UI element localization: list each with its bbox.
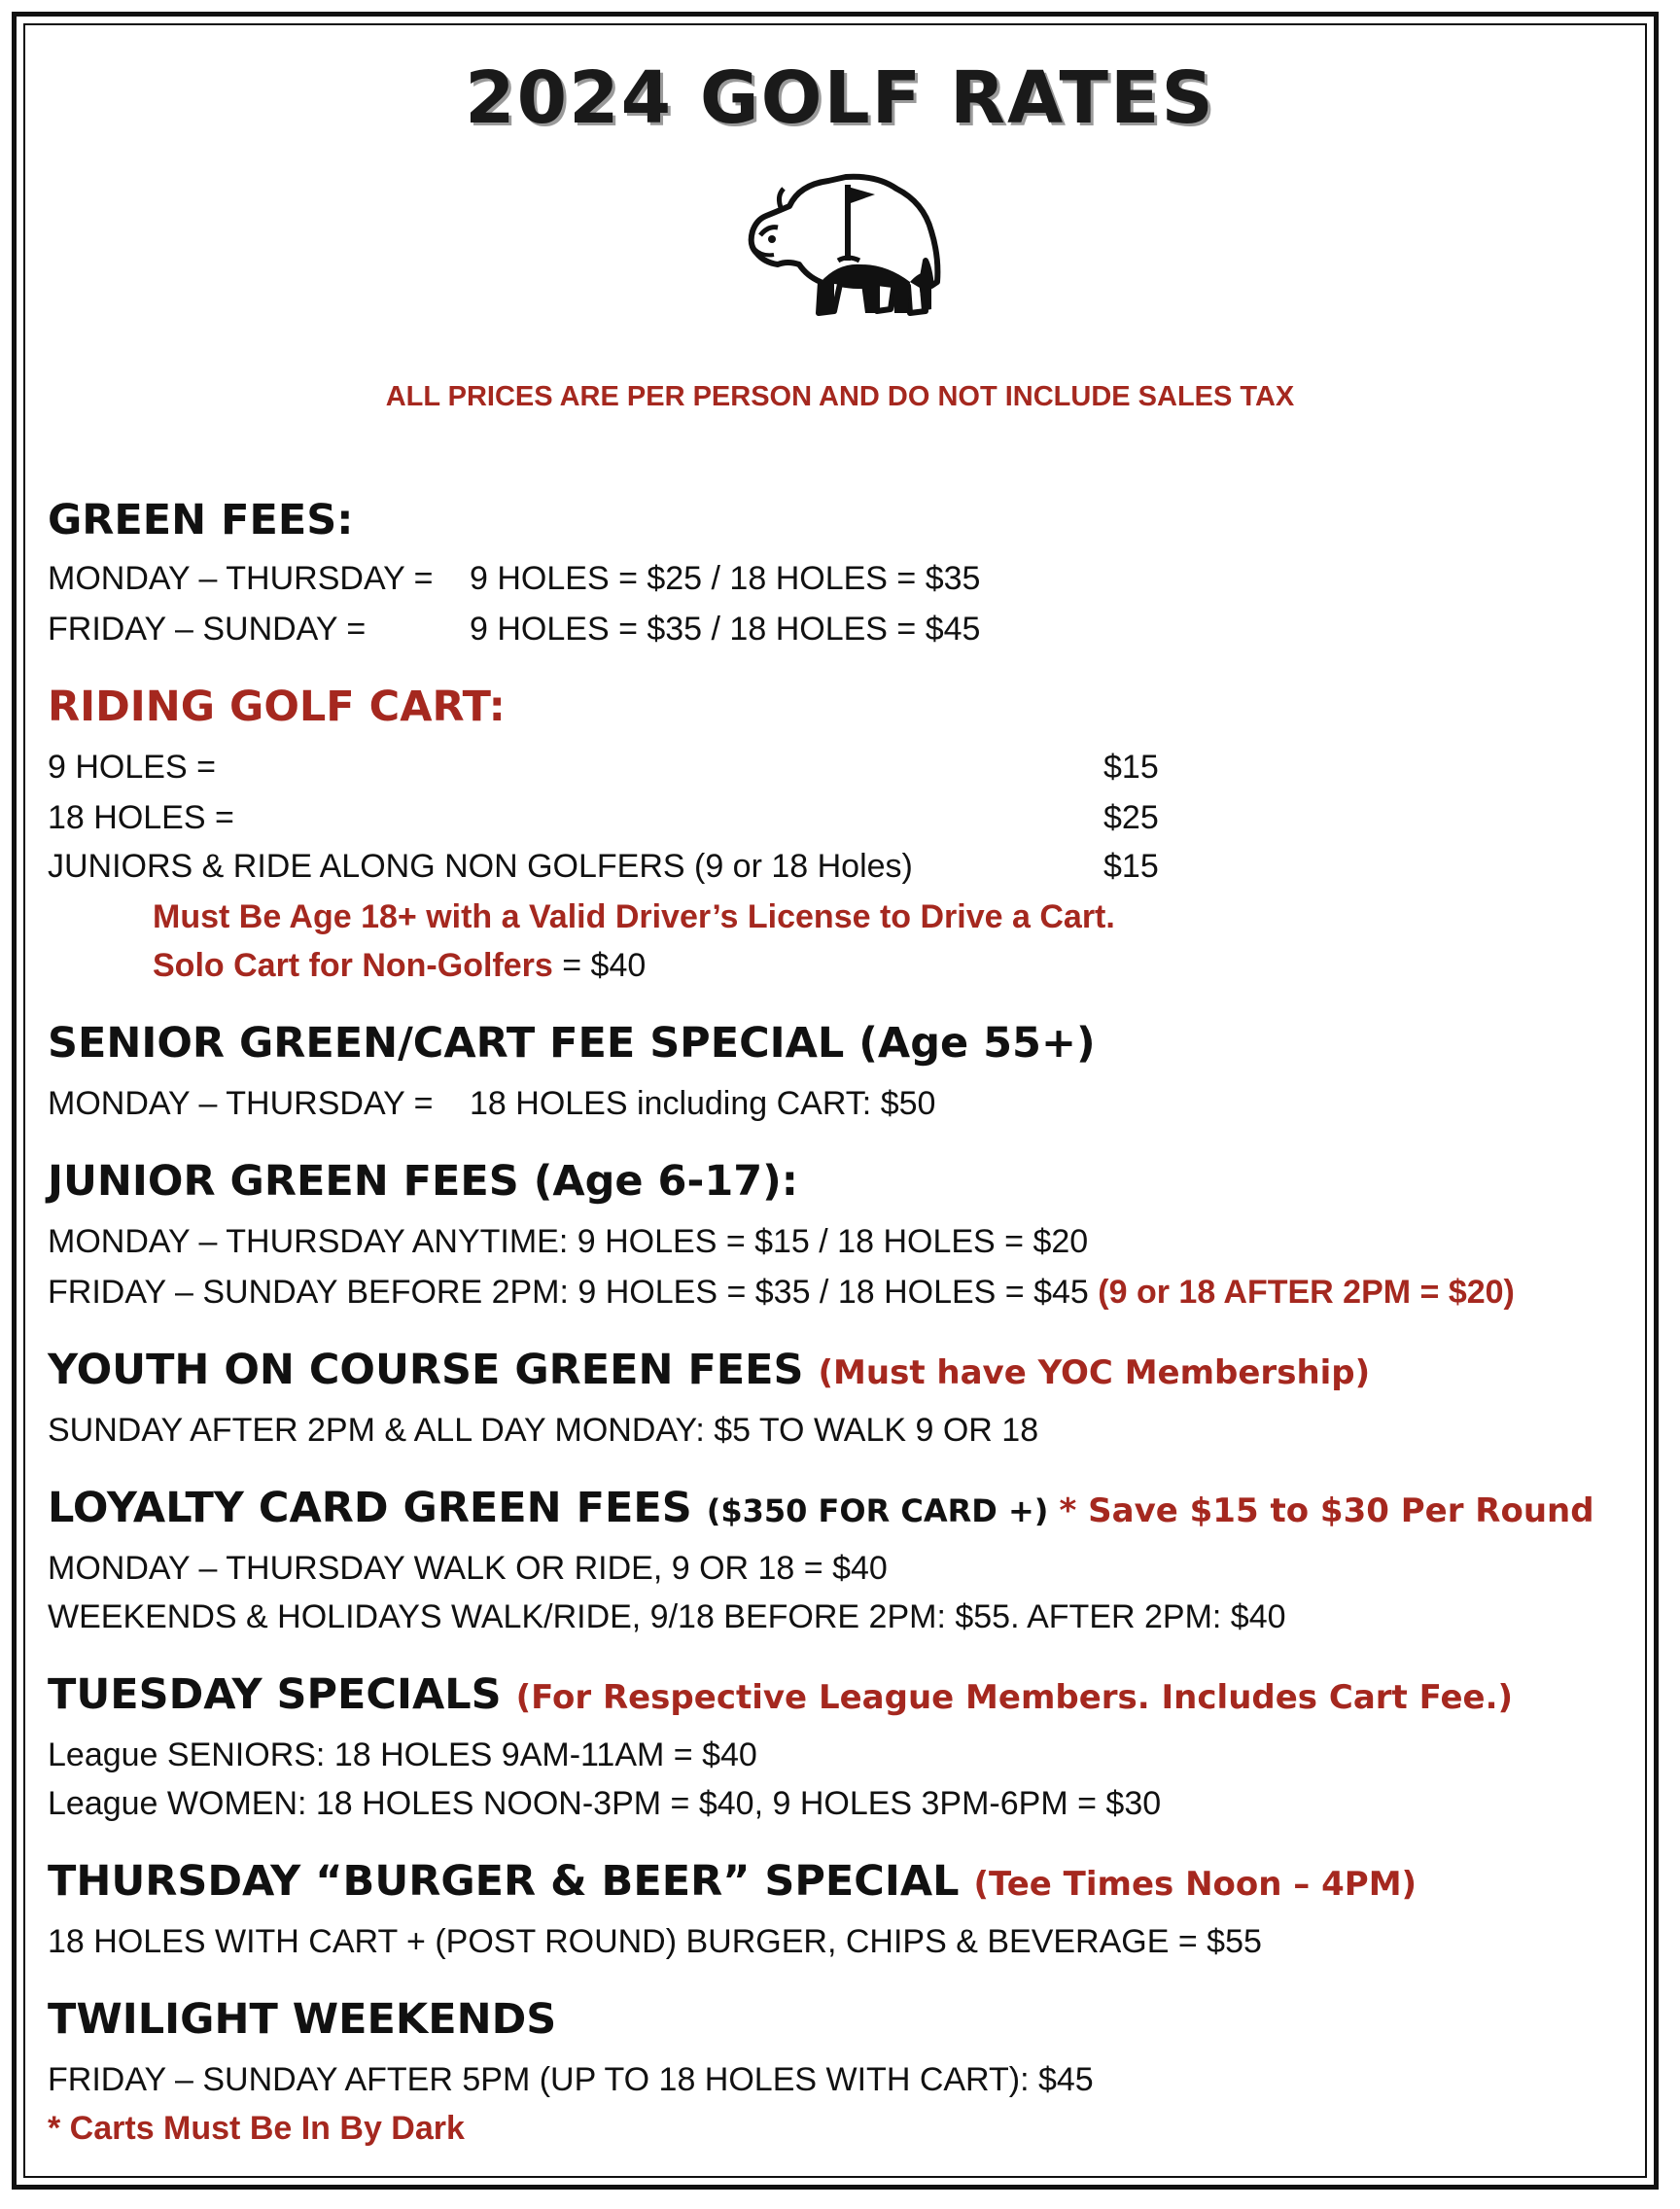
- twilight-row: FRIDAY – SUNDAY AFTER 5PM (UP TO 18 HOLES WITH CART): $45: [48, 2061, 1094, 2098]
- senior-heading: SENIOR GREEN/CART FEE SPECIAL (Age 55+): [48, 1019, 1096, 1068]
- thursday-row: 18 HOLES WITH CART + (POST ROUND) BURGER, CHIPS & BEVERAGE = $55: [48, 1923, 1262, 1960]
- green-fees-heading: GREEN FEES:: [48, 496, 354, 544]
- cart-row-juniors: [48, 848, 1159, 886]
- row-days: MONDAY – THURSDAY =: [48, 560, 434, 597]
- cart-solo-note: [153, 947, 646, 985]
- row-days: MONDAY – THURSDAY =: [48, 1085, 434, 1122]
- thursday-heading: [48, 1857, 1417, 1906]
- junior-heading: JUNIOR GREEN FEES (Age 6-17):: [48, 1157, 799, 1206]
- cart-license-note: [153, 898, 1115, 936]
- youth-row: SUNDAY AFTER 2PM & ALL DAY MONDAY: $5 TO WALK 9 OR 18: [48, 1412, 1039, 1449]
- bison-golf-flag-logo: [731, 167, 949, 321]
- tuesday-row-seniors: League SENIORS: 18 HOLES 9AM-11AM = $40: [48, 1736, 757, 1773]
- green-fees-row-weekend: [48, 611, 981, 649]
- page-title: 2024 GOLF RATES: [465, 56, 1215, 140]
- row-rate: 9 HOLES = $35 / 18 HOLES = $45: [470, 611, 981, 648]
- cart-label: 18 HOLES =: [48, 799, 234, 836]
- thursday-heading-text: THURSDAY “BURGER & BEER” SPECIAL: [48, 1857, 974, 1906]
- green-fees-row-weekday: [48, 560, 981, 598]
- license-note-text: Must Be Age 18+ with a Valid Driver’s License to Drive a Cart.: [153, 898, 1115, 935]
- row-days: FRIDAY – SUNDAY =: [48, 611, 367, 648]
- loyalty-heading-text: LOYALTY CARD GREEN FEES: [48, 1484, 707, 1532]
- solo-cart-price: = $40: [552, 947, 647, 984]
- cart-label: JUNIORS & RIDE ALONG NON GOLFERS (9 or 18 Holes): [48, 848, 913, 885]
- youth-heading: [48, 1346, 1370, 1394]
- cart-row-18-holes: [48, 799, 1159, 837]
- row-rate: 18 HOLES including CART: $50: [470, 1085, 936, 1122]
- youth-heading-note: (Must have YOC Membership): [818, 1353, 1371, 1392]
- cart-label: 9 HOLES =: [48, 749, 216, 786]
- tuesday-heading: [48, 1670, 1513, 1719]
- tuesday-heading-text: TUESDAY SPECIALS: [48, 1670, 516, 1719]
- riding-cart-heading: RIDING GOLF CART:: [48, 683, 506, 731]
- loyalty-row-weekend: WEEKENDS & HOLIDAYS WALK/RIDE, 9/18 BEFORE 2PM: $55. AFTER 2PM: $40: [48, 1598, 1286, 1635]
- tuesday-row-women: League WOMEN: 18 HOLES NOON-3PM = $40, 9 HOLES 3PM-6PM = $30: [48, 1785, 1162, 1822]
- junior-weekend-rate: FRIDAY – SUNDAY BEFORE 2PM: 9 HOLES = $35 / 18 HOLES = $45: [48, 1274, 1099, 1311]
- senior-row: [48, 1085, 936, 1123]
- cart-price: $25: [1103, 799, 1159, 836]
- thursday-heading-note: (Tee Times Noon – 4PM): [973, 1865, 1418, 1904]
- solo-cart-label: Solo Cart for Non-Golfers: [153, 947, 553, 984]
- junior-row-weekend: [48, 1274, 1515, 1312]
- youth-heading-text: YOUTH ON COURSE GREEN FEES: [48, 1346, 819, 1394]
- carts-by-dark-note: * Carts Must Be In By Dark: [48, 2110, 465, 2147]
- row-rate: 9 HOLES = $25 / 18 HOLES = $35: [470, 560, 981, 597]
- cart-price: $15: [1103, 749, 1159, 786]
- twilight-heading: TWILIGHT WEEKENDS: [48, 1995, 557, 2044]
- junior-after-2pm-note: (9 or 18 AFTER 2PM = $20): [1098, 1274, 1515, 1311]
- twilight-note: [48, 2110, 465, 2148]
- loyalty-heading: [48, 1484, 1594, 1532]
- cart-price: $15: [1103, 848, 1159, 885]
- sales-tax-note: ALL PRICES ARE PER PERSON AND DO NOT INCLUDE SALES TAX: [385, 381, 1295, 412]
- tuesday-heading-note: (For Respective League Members. Includes Cart Fee.): [515, 1678, 1514, 1717]
- loyalty-row-weekday: MONDAY – THURSDAY WALK OR RIDE, 9 OR 18 = $40: [48, 1550, 888, 1587]
- cart-row-9-holes: [48, 749, 1159, 787]
- loyalty-card-price: ($350 FOR CARD +): [706, 1492, 1060, 1529]
- junior-row-weekday: MONDAY – THURSDAY ANYTIME: 9 HOLES = $15 / 18 HOLES = $20: [48, 1223, 1089, 1260]
- loyalty-savings-note: * Save $15 to $30 Per Round: [1059, 1491, 1594, 1530]
